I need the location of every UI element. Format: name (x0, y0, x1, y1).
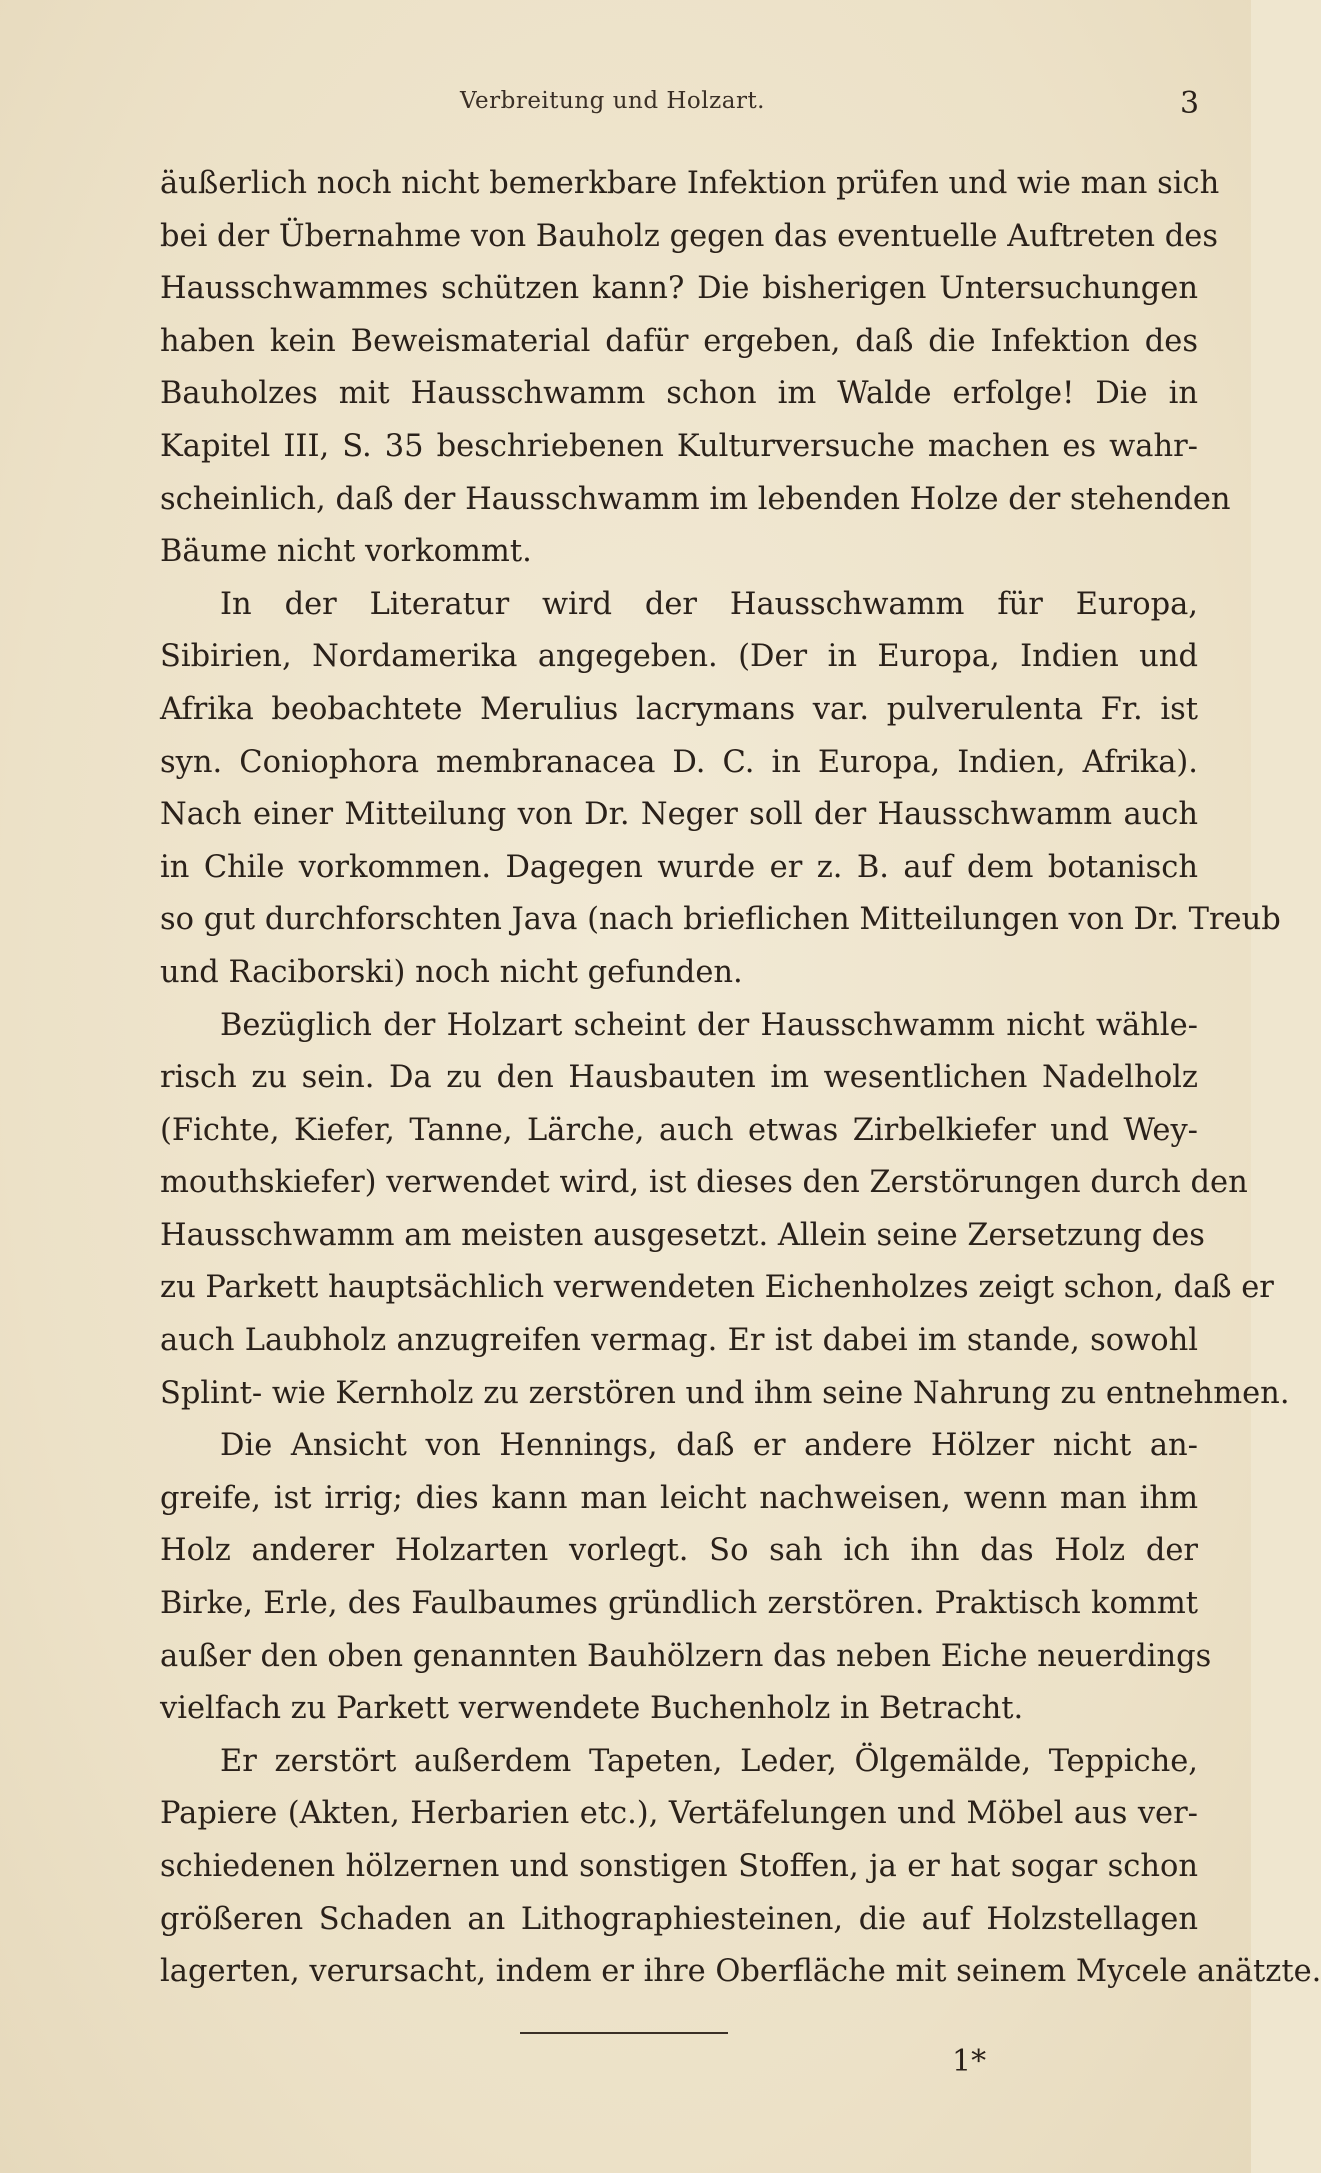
text-line: in Chile vorkommen. Dagegen wurde er z. B. auf dem botanisch (160, 849, 1198, 885)
text-line: Bäume nicht vorkommt. (160, 534, 532, 570)
text-line: Splint- wie Kernholz zu zerstören und ihm seine Nahrung zu entnehmen. (160, 1375, 1290, 1411)
text-line: Bauholzes mit Hausschwamm schon im Walde erfolge! Die in (160, 376, 1198, 412)
text-line: Er zerstört außerdem Tapeten, Leder, Ölgemälde, Teppiche, (220, 1743, 1198, 1779)
text-line: Sibirien, Nordamerika angegeben. (Der in Europa, Indien und (160, 639, 1198, 675)
text-line: Birke, Erle, des Faulbaumes gründlich zerstören. Praktisch kommt (160, 1586, 1198, 1622)
text-line: Kapitel III, S. 35 beschriebenen Kulturversuche machen es wahr- (160, 428, 1198, 464)
text-line: haben kein Beweismaterial dafür ergeben, daß die Infektion des (160, 323, 1198, 359)
running-head: Verbreitung und Holzart. (460, 88, 765, 114)
text-line: lagerten, verursacht, indem er ihre Oberfläche mit seinem Mycele anätzte. (160, 1954, 1321, 1990)
text-line: risch zu sein. Da zu den Hausbauten im wesentlichen Nadelholz (160, 1060, 1198, 1096)
text-line: Bezüglich der Holzart scheint der Hausschwamm nicht wähle- (220, 1007, 1198, 1043)
text-line: schiedenen hölzernen und sonstigen Stoffen, ja er hat sogar schon (160, 1849, 1198, 1884)
text-line: auch Laubholz anzugreifen vermag. Er ist dabei im stande, sowohl (160, 1323, 1198, 1359)
text-line: scheinlich, daß der Hausschwamm im lebenden Holze der stehenden (160, 481, 1231, 517)
text-line: In der Literatur wird der Hausschwamm für Europa, (220, 586, 1198, 622)
signature-mark: 1* (952, 2044, 987, 2079)
text-line: außer den oben genannten Bauhölzern das neben Eiche neuerdings (160, 1638, 1212, 1674)
text-line: syn. Coniophora membranacea D. C. in Europa, Indien, Afrika). (160, 744, 1198, 780)
text-line: und Raciborski) noch nicht gefunden. (160, 954, 743, 990)
text-line: äußerlich noch nicht bemerkbare Infektion prüfen und wie man sich (160, 166, 1220, 201)
text-line: Die Ansicht von Hennings, daß er andere Hölzer nicht an- (220, 1428, 1198, 1464)
footer-rule (520, 2032, 728, 2034)
text-line: (Fichte, Kiefer, Tanne, Lärche, auch etwas Zirbelkiefer und Wey- (160, 1112, 1198, 1148)
text-line: Hausschwamm am meisten ausgesetzt. Allein seine Zersetzung des (160, 1217, 1205, 1253)
page-number: 3 (1180, 86, 1200, 121)
text-line: Papiere (Akten, Herbarien etc.), Vertäfelungen und Möbel aus ver- (160, 1796, 1198, 1832)
text-line: Nach einer Mitteilung von Dr. Neger soll der Hausschwamm auch (160, 797, 1198, 833)
text-line: vielfach zu Parkett verwendete Buchenholz in Betracht. (160, 1691, 1024, 1727)
text-line: größeren Schaden an Lithographiesteinen, die auf Holzstellagen (160, 1901, 1198, 1937)
text-line: Holz anderer Holzarten vorlegt. So sah ich ihn das Holz der (160, 1533, 1198, 1569)
text-line: Hausschwammes schützen kann? Die bisherigen Untersuchungen (160, 271, 1198, 307)
text-line: zu Parkett hauptsächlich verwendeten Eichenholzes zeigt schon, daß er (160, 1270, 1274, 1306)
text-line: so gut durchforschten Java (nach brieflichen Mitteilungen von Dr. Treub (160, 902, 1281, 938)
text-line: Afrika beobachtete Merulius lacrymans var. pulverulenta Fr. ist (160, 691, 1198, 727)
text-line: bei der Übernahme von Bauholz gegen das eventuelle Auftreten des (160, 218, 1218, 254)
text-line: mouthskiefer) verwendet wird, ist dieses den Zerstörungen durch den (160, 1165, 1248, 1201)
text-line: greife, ist irrig; dies kann man leicht nachweisen, wenn man ihm (160, 1480, 1198, 1516)
body-text (160, 158, 1321, 1999)
